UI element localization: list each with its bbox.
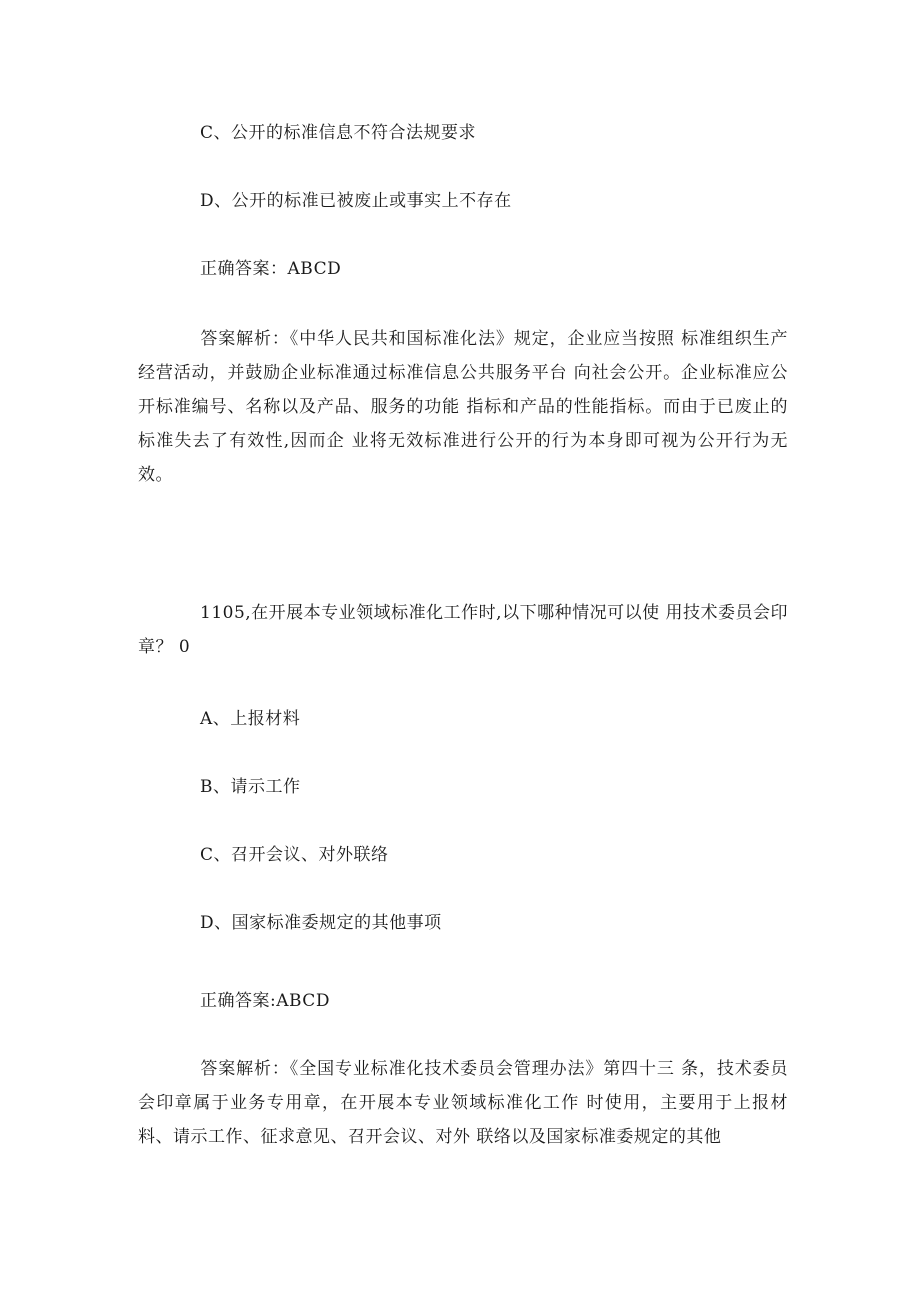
- option-d: D、公开的标准已被废止或事实上不存在: [200, 191, 512, 211]
- option-d: D、国家标准委规定的其他事项: [200, 913, 442, 933]
- question-text: 1105,在开展本专业领域标准化工作时,以下哪种情况可以使 用技术委员会印章？ 0: [138, 603, 788, 657]
- answer-explanation-text: 答案解析：《全国专业标准化技术委员会管理办法》第四十三 条，技术委员会印章属于业务专用章，在开展本专业领域标准化工作 时使用，主要用于上报材料、请示工作、征求意见、召开会议、对外 联络以及国家标准委规定的其他: [138, 1059, 788, 1147]
- correct-answer: 正确答案：ABCD: [200, 259, 342, 279]
- option-b: B、请示工作: [200, 777, 301, 797]
- correct-answer: 正确答案:ABCD: [200, 991, 330, 1011]
- answer-explanation-text: 答案解析：《中华人民共和国标准化法》规定，企业应当按照 标准组织生产经营活动，并鼓励企业标准通过标准信息公共服务平台 向社会公开。企业标准应公开标准编号、名称以及产品、服务的功能 指标和产品的性能指标。而由于已废止的标准失去了有效性,因而企 业将无效标准进行公开的行为本身即可视为公开行为无效。: [138, 329, 788, 485]
- option-c: C、公开的标准信息不符合法规要求: [200, 123, 477, 143]
- question-1105: [138, 596, 788, 664]
- answer-explanation: [138, 1052, 788, 1154]
- option-c: C、召开会议、对外联络: [200, 845, 389, 865]
- answer-explanation: [138, 322, 788, 492]
- option-a: A、上报材料: [200, 709, 301, 729]
